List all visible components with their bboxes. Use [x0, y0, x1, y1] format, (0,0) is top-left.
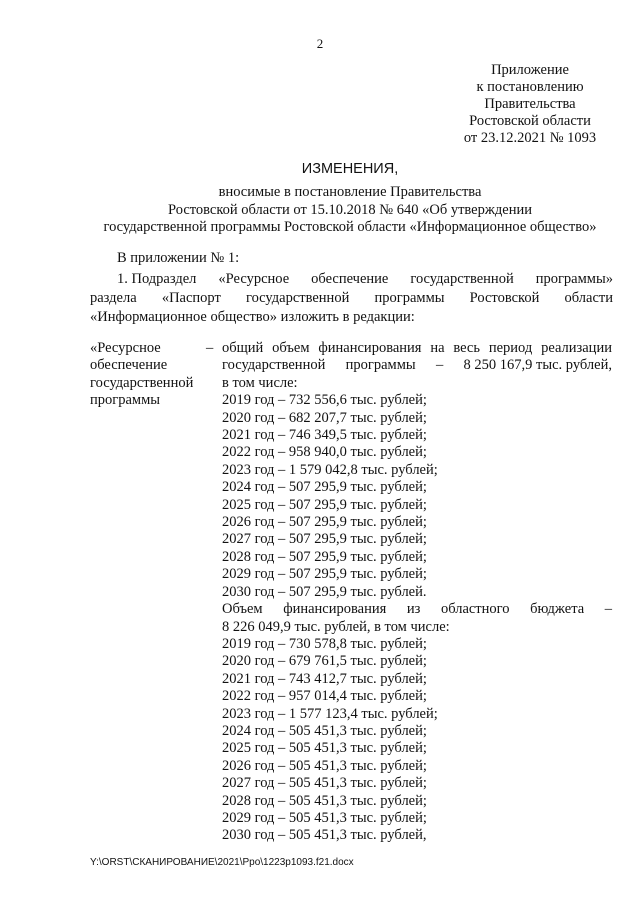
- word: области: [564, 290, 613, 306]
- year-row: 2020 год – 682 207,7 тыс. рублей;: [222, 409, 427, 426]
- year-row: 2030 год – 507 295,9 тыс. рублей.: [222, 583, 427, 600]
- year-row: 2023 год – 1 579 042,8 тыс. рублей;: [222, 461, 438, 478]
- year-row: 2021 год – 746 349,5 тыс. рублей;: [222, 427, 427, 444]
- word: программы: [374, 290, 445, 306]
- resource-content: [222, 340, 612, 845]
- year-row: 2021 год – 743 412,7 тыс. рублей;: [222, 670, 427, 687]
- content-line: 8 226 049,9 тыс. рублей, в том числе:: [222, 618, 450, 635]
- label-line: обеспечение: [90, 357, 168, 374]
- label-line: государственной: [90, 374, 194, 391]
- year-row: 2024 год – 507 295,9 тыс. рублей;: [222, 479, 427, 496]
- word: «Ресурсное: [218, 271, 290, 287]
- content-line: [222, 340, 612, 357]
- word: программы»: [535, 271, 613, 287]
- year-row: 2020 год – 679 761,5 тыс. рублей;: [222, 653, 427, 670]
- year-row: 2026 год – 507 295,9 тыс. рублей;: [222, 514, 427, 531]
- subtitle-line: вносимые в постановление Правительства: [218, 184, 482, 200]
- content-line: [222, 357, 612, 374]
- word: «Паспорт: [161, 290, 221, 306]
- word: Объем: [222, 601, 263, 618]
- word: бюджета: [530, 601, 585, 618]
- label-line: программы: [90, 392, 160, 409]
- year-row: 2028 год – 505 451,3 тыс. рублей;: [222, 792, 427, 809]
- label-line: «Ресурсное: [90, 340, 161, 356]
- word: раздела: [90, 290, 137, 306]
- word: финансирования: [283, 601, 387, 618]
- year-row: 2022 год – 957 014,4 тыс. рублей;: [222, 688, 427, 705]
- year-row: 2019 год – 732 556,6 тыс. рублей;: [222, 392, 427, 409]
- year-row: 2029 год – 505 451,3 тыс. рублей;: [222, 809, 427, 826]
- year-row: 2028 год – 507 295,9 тыс. рублей;: [222, 548, 427, 565]
- appendix-reference: В приложении № 1:: [117, 250, 240, 266]
- year-row: 2023 год – 1 577 123,4 тыс. рублей;: [222, 705, 438, 722]
- word: 8 250 167,9 тыс. рублей,: [463, 357, 612, 374]
- subtitle-line: Ростовской области от 15.10.2018 № 640 «Об утверждении: [168, 201, 532, 218]
- word: –: [435, 357, 444, 374]
- paragraph-line: [90, 308, 613, 327]
- word: весь: [453, 340, 480, 356]
- appendix-line: от 23.12.2021 № 1093: [463, 130, 597, 146]
- word: областного: [440, 601, 510, 618]
- word: «Информационное общество» изложить в редакции:: [90, 309, 415, 325]
- word: реализации: [541, 340, 612, 356]
- word: государственной: [245, 290, 350, 306]
- resource-label: [90, 340, 210, 410]
- word: на: [430, 340, 445, 356]
- word: финансирования: [318, 340, 422, 356]
- word: государственной: [222, 357, 326, 374]
- page-number: 2: [316, 36, 324, 51]
- appendix-line: Ростовской области: [469, 113, 591, 129]
- word: обеспечение: [311, 271, 389, 287]
- content-line: [222, 601, 612, 618]
- year-row: 2025 год – 507 295,9 тыс. рублей;: [222, 496, 427, 513]
- appendix-header: [440, 62, 620, 147]
- word: государственной: [410, 271, 514, 287]
- year-row: 2027 год – 507 295,9 тыс. рублей;: [222, 531, 427, 548]
- year-row: 2019 год – 730 578,8 тыс. рублей;: [222, 635, 427, 652]
- paragraph-line: [90, 270, 613, 289]
- year-row: 2024 год – 505 451,3 тыс. рублей;: [222, 722, 427, 739]
- year-row: 2026 год – 505 451,3 тыс. рублей;: [222, 757, 427, 774]
- year-row: 2025 год – 505 451,3 тыс. рублей;: [222, 740, 427, 757]
- document-title: ИЗМЕНЕНИЯ,: [301, 161, 399, 177]
- word: период: [488, 340, 533, 356]
- paragraph-line: [90, 289, 613, 308]
- appendix-line: к постановлению: [476, 79, 584, 95]
- word: программы: [345, 357, 416, 374]
- word: 1. Подраздел: [117, 271, 197, 287]
- document-subtitle: [70, 184, 630, 237]
- year-row: 2027 год – 505 451,3 тыс. рублей;: [222, 775, 427, 792]
- word: Ростовской: [469, 290, 540, 306]
- appendix-line: Приложение: [491, 62, 569, 78]
- subtitle-line: государственной программы Ростовской области «Информационное общество»: [103, 219, 597, 235]
- word: общий: [222, 340, 264, 356]
- content-line: в том числе:: [222, 374, 298, 391]
- label-dash: –: [206, 340, 214, 356]
- appendix-line: Правительства: [484, 96, 576, 112]
- year-row: 2029 год – 507 295,9 тыс. рублей;: [222, 566, 427, 583]
- word: –: [604, 601, 612, 618]
- word: объем: [272, 340, 310, 356]
- paragraph-1: [90, 270, 613, 327]
- year-row: 2022 год – 958 940,0 тыс. рублей;: [222, 444, 427, 461]
- year-row: 2030 год – 505 451,3 тыс. рублей,: [222, 827, 427, 844]
- word: из: [406, 601, 421, 618]
- footer-file-path: Y:\ORST\СКАНИРОВАНИЕ\2021\Ppo\1223p1093.f21.docx: [90, 857, 354, 868]
